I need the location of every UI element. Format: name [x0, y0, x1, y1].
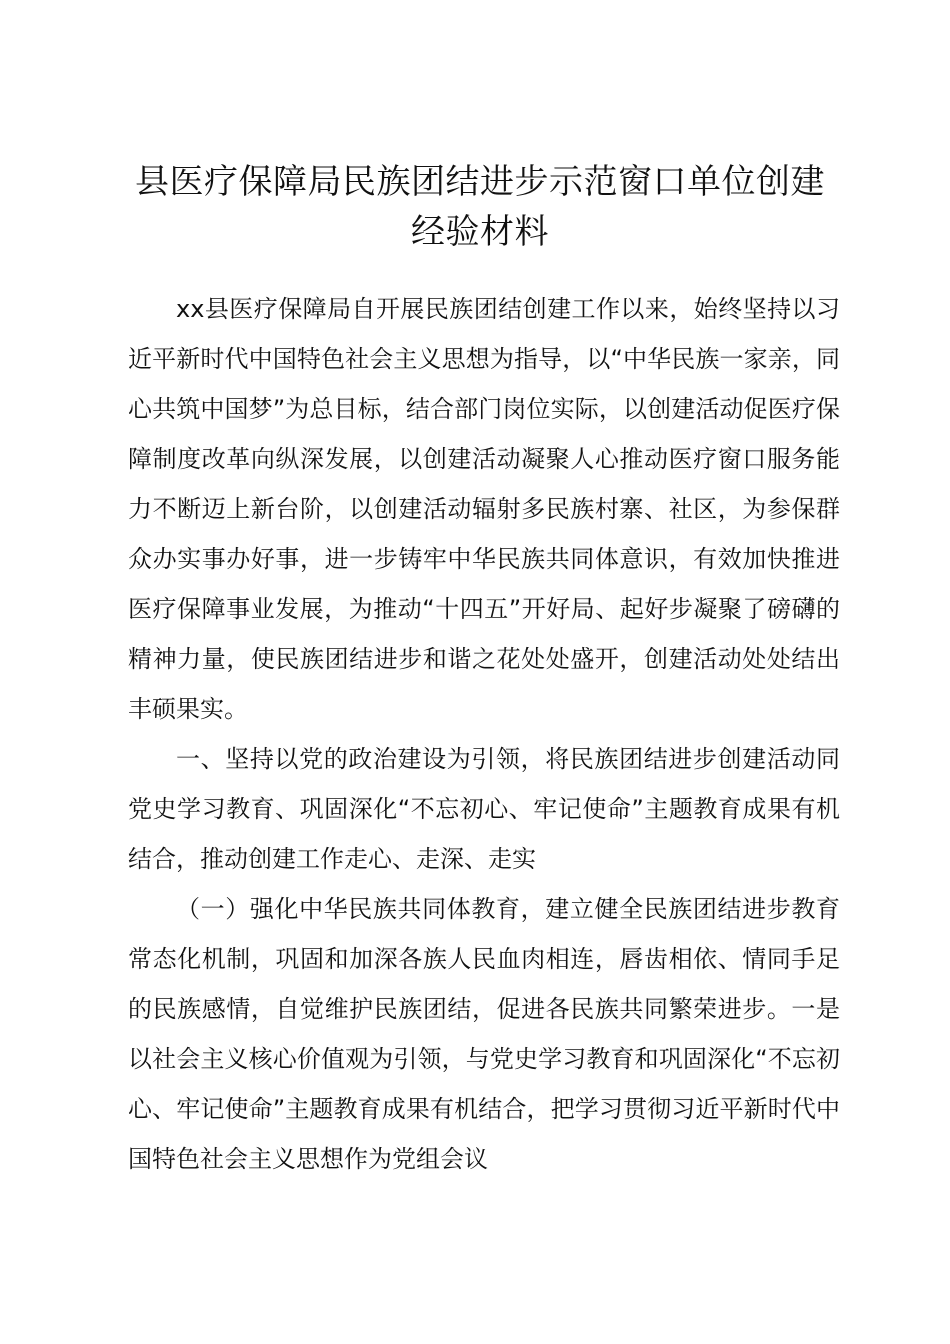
document-title-line-2: 经验材料	[411, 212, 549, 252]
document-body	[128, 284, 840, 1184]
document-title-line-1: 县医疗保障局民族团结进步示范窗口单位创建	[135, 162, 825, 202]
paragraph-subsection-1: （一）强化中华民族共同体教育，建立健全民族团结进步教育常态化机制，巩固和加深各族人民血肉相连，唇齿相依、情同手足的民族感情，自觉维护民族团结，促进各民族共同繁荣进步。一是以社会主义核心价值观为引领，与党史学习教育和巩固深化“不忘初心、牢记使命”主题教育成果有机结合，把学习贯彻习近平新时代中国特色社会主义思想作为党组会议	[128, 895, 840, 1173]
paragraph-intro: xx县医疗保障局自开展民族团结创建工作以来，始终坚持以习近平新时代中国特色社会主义思想为指导，以“中华民族一家亲，同心共筑中国梦”为总目标，结合部门岗位实际，以创建活动促医疗保障制度改革向纵深发展，以创建活动凝聚人心推动医疗窗口服务能力不断迈上新台阶，以创建活动辐射多民族村寨、社区，为参保群众办实事办好事，进一步铸牢中华民族共同体意识，有效加快推进医疗保障事业发展，为推动“十四五”开好局、起好步凝聚了磅礴的精神力量，使民族团结进步和谐之花处处盛开，创建活动处处结出丰硕果实。	[128, 295, 840, 723]
paragraph-section-1-heading: 一、坚持以党的政治建设为引领，将民族团结进步创建活动同党史学习教育、巩固深化“不忘初心、牢记使命”主题教育成果有机结合，推动创建工作走心、走深、走实	[128, 745, 840, 873]
